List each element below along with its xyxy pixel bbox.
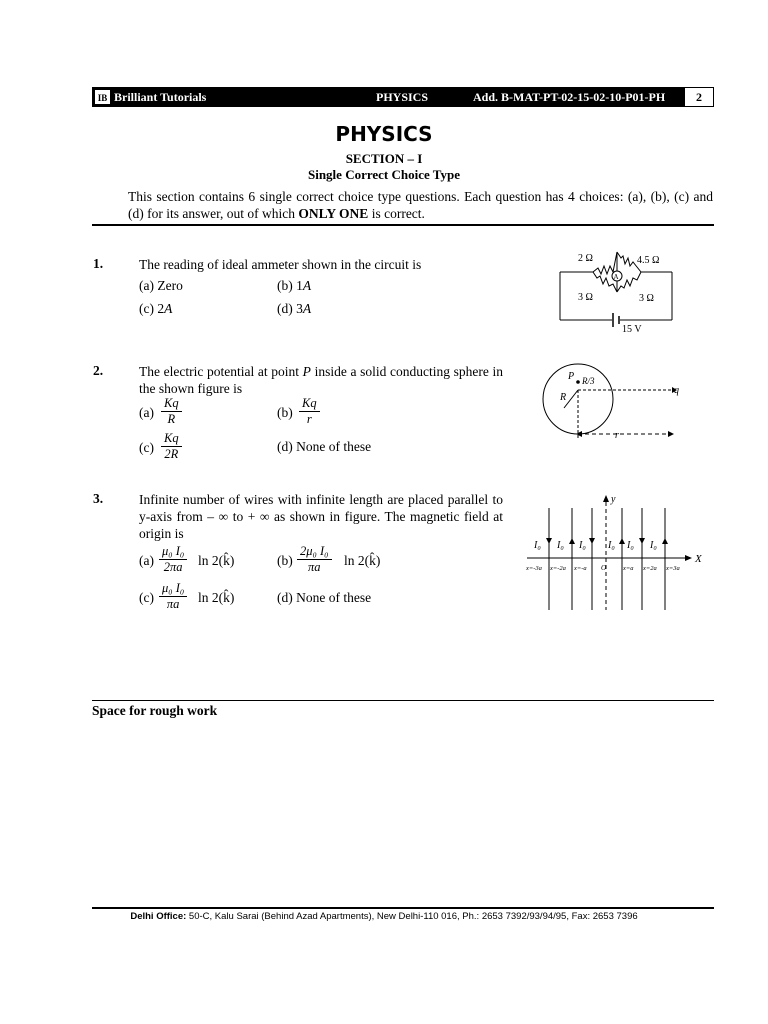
q3-option-c-fraction: $\frac{\text{μ₀ I₀}}{\pi a}$	[159, 581, 187, 612]
q2-option-b-label: (b)	[277, 405, 293, 420]
label-r-over-3: R/3	[582, 376, 595, 386]
q1-circuit-diagram	[555, 248, 675, 336]
q2-option-b-fraction: $\frac{Kq}{r}$	[299, 396, 320, 427]
q3-wires-diagram	[522, 490, 708, 612]
footer-divider	[92, 907, 714, 909]
label-x: X	[695, 553, 702, 565]
q2-option-a-fraction: $\frac{Kq}{R}$	[161, 396, 182, 427]
label-4-5ohm: 4.5 Ω	[637, 255, 660, 266]
q2-option-a-label: (a)	[139, 405, 154, 420]
resistor-2ohm	[593, 252, 617, 274]
tick-origin: O	[601, 564, 607, 572]
q3-option-a-tail: ln 2(k̂)	[198, 553, 235, 568]
label-p: P	[568, 371, 575, 382]
footer-address: Delhi Office: 50-C, Kalu Sarai (Behind Azad Apartments), New Delhi-110 016, Ph.: 2653 7392/93/94/95, Fax: 2653 7396	[130, 911, 638, 922]
ammeter-symbol: A	[613, 273, 619, 281]
question-2-text: The electric potential at point P inside a solid conducting sphere in the shown figure is	[139, 364, 504, 396]
tick-x-a: x=a	[623, 565, 634, 572]
q2-option-c-fraction: $\frac{Kq}{2R}$	[161, 431, 182, 462]
tick-x-minus-3a: x=-3a	[526, 565, 542, 572]
q2-option-c-label: (c)	[139, 440, 154, 455]
tick-x-2a: x=2a	[643, 565, 657, 572]
question-3-text: Infinite number of wires with infinite length are placed parallel to y-axis from – ∞ to + ∞ as shown in figure. The magnetic field at origin is	[139, 492, 503, 541]
q3-option-c-label: (c)	[139, 590, 154, 605]
q1-option-d: (d) 3A	[277, 301, 312, 316]
label-3ohm-right: 3 Ω	[639, 293, 654, 304]
section-type: Single Correct Choice Type	[307, 167, 460, 182]
tick-x-3a: x=3a	[666, 565, 680, 572]
q3-option-a-label: (a)	[139, 553, 154, 568]
q3-option-b-tail: ln 2(k̂)	[344, 553, 381, 568]
q1-option-b: (b) 1A	[277, 278, 312, 293]
current-label-5: I₀	[627, 540, 634, 551]
label-15v: 15 V	[622, 324, 642, 335]
current-label-3: I₀	[579, 540, 586, 551]
current-label-6: I₀	[650, 540, 657, 551]
x-axis-arrow	[685, 555, 692, 561]
brand-logo: IB	[94, 89, 111, 105]
question-1-number: 1.	[93, 256, 104, 271]
current-label-1: I₀	[534, 540, 541, 551]
resistor-3ohm-right	[617, 272, 641, 292]
q3-option-b-fraction: $\frac{\text{2μ₀ I₀}}{\pi a}$	[297, 544, 332, 575]
q3-option-d: (d) None of these	[277, 590, 372, 605]
q3-option-b-label: (b)	[277, 553, 293, 568]
question-2-number: 2.	[93, 363, 104, 378]
question-3-number: 3.	[93, 491, 104, 506]
section-instructions: This section contains 6 single correct choice type questions. Each question has 4 choices: (a), (b), (c) and (d) for its answer, out of which ONLY ONE is correct.	[128, 189, 713, 221]
q1-option-a: (a) Zero	[139, 278, 183, 293]
q2-option-d: (d) None of these	[277, 439, 372, 454]
q2-sphere-diagram	[540, 362, 685, 444]
y-axis-arrow	[603, 495, 609, 502]
q3-option-a-fraction: $\frac{\text{μ₀ I₀}}{2\pi a}$	[159, 544, 187, 575]
current-label-4: I₀	[608, 540, 615, 551]
label-2ohm: 2 Ω	[578, 253, 593, 264]
brand-name: Brilliant Tutorials	[114, 90, 207, 104]
current-label-2: I₀	[557, 540, 564, 551]
section-heading: SECTION – I	[345, 151, 423, 166]
section-divider	[92, 224, 714, 226]
q3-option-c-tail: ln 2(k̂)	[198, 590, 235, 605]
header-bar	[92, 87, 714, 107]
label-y: y	[611, 494, 616, 505]
tick-x-minus-2a: x=-2a	[550, 565, 566, 572]
rough-work-divider	[92, 700, 714, 701]
page-number: 2	[684, 88, 713, 106]
label-3ohm-left: 3 Ω	[578, 292, 593, 303]
rough-work-heading: Space for rough work	[92, 703, 218, 718]
header-subject: PHYSICS	[376, 90, 429, 104]
label-small-r: r	[615, 430, 619, 441]
label-big-r: R	[560, 392, 567, 403]
page-title: PHYSICS	[335, 122, 433, 146]
label-q: q	[674, 385, 679, 396]
q1-option-c: (c) 2A	[139, 301, 173, 316]
paper-code: Add. B-MAT-PT-02-15-02-10-P01-PH	[473, 90, 666, 104]
tick-x-minus-a: x=-a	[574, 565, 587, 572]
question-1-text: The reading of ideal ammeter shown in the circuit is	[139, 257, 422, 272]
